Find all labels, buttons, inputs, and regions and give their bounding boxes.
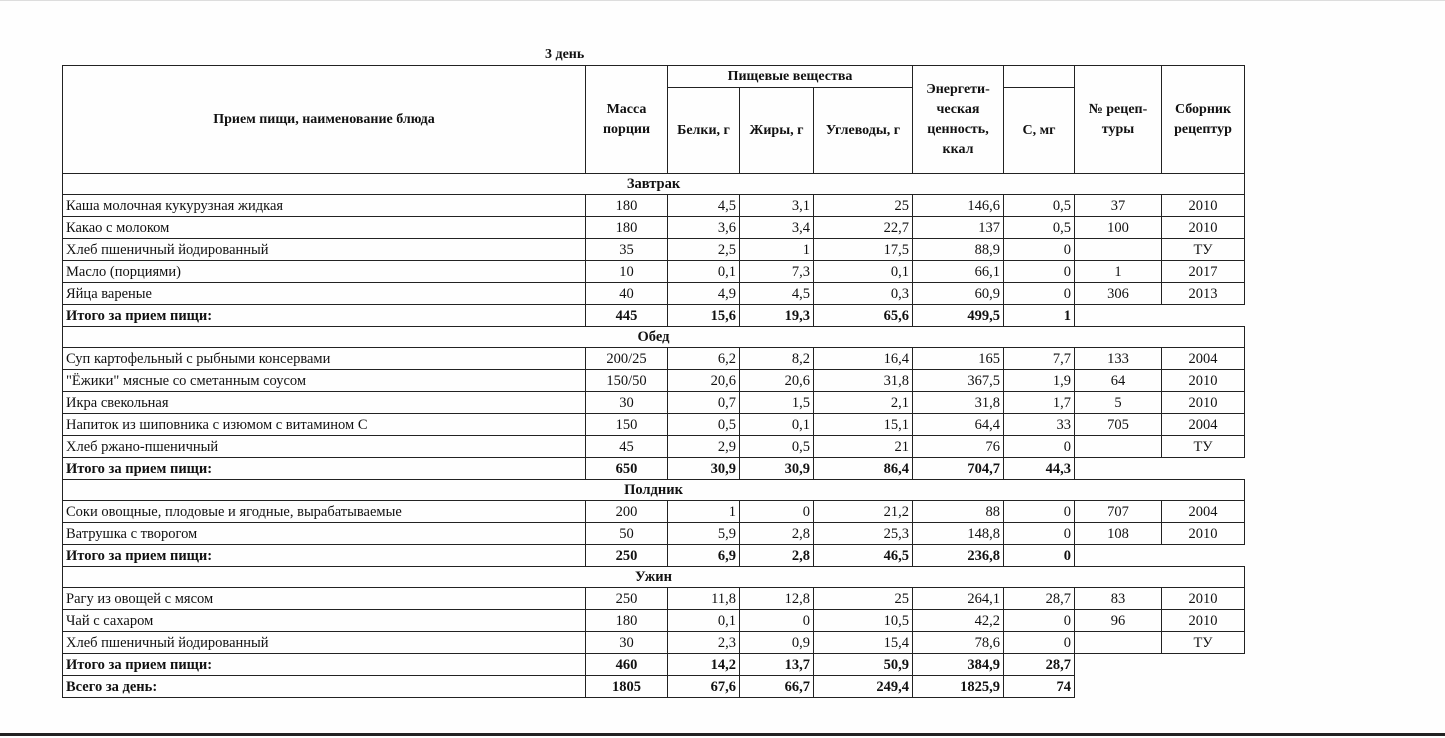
day-total-fat: 66,7 xyxy=(740,676,814,698)
scan-bottom-edge xyxy=(0,733,1445,736)
meal-total-row xyxy=(63,305,1245,327)
total-protein: 14,2 xyxy=(668,654,740,676)
dish-carbs: 25,3 xyxy=(814,523,913,545)
dish-protein: 6,2 xyxy=(668,348,740,370)
dish-name: Хлеб ржано-пшеничный xyxy=(63,436,586,458)
dish-name: Яйца вареные xyxy=(63,283,586,305)
dish-vitc: 7,7 xyxy=(1004,348,1075,370)
dish-collection: 2004 xyxy=(1162,348,1245,370)
meal-total-row xyxy=(63,545,1245,567)
table-row xyxy=(63,392,1245,414)
dish-name: "Ёжики" мясные со сметанным соусом xyxy=(63,370,586,392)
dish-name: Ватрушка с творогом xyxy=(63,523,586,545)
total-protein: 6,9 xyxy=(668,545,740,567)
dish-collection: 2010 xyxy=(1162,370,1245,392)
dish-vitc: 0 xyxy=(1004,610,1075,632)
total-mass: 445 xyxy=(586,305,668,327)
dish-protein: 2,9 xyxy=(668,436,740,458)
menu-table xyxy=(62,65,1245,698)
dish-recipe-no: 1 xyxy=(1075,261,1162,283)
dish-carbs: 25 xyxy=(814,588,913,610)
dish-name: Икра свекольная xyxy=(63,392,586,414)
header-vitc-top xyxy=(1004,66,1075,88)
total-blank xyxy=(1075,458,1245,480)
dish-energy: 31,8 xyxy=(913,392,1004,414)
dish-carbs: 22,7 xyxy=(814,217,913,239)
total-blank xyxy=(1075,654,1245,676)
total-label: Итого за прием пищи: xyxy=(63,654,586,676)
dish-fat: 12,8 xyxy=(740,588,814,610)
dish-recipe-no: 64 xyxy=(1075,370,1162,392)
header-dish-name: Прием пищи, наименование блюда xyxy=(63,66,586,174)
dish-energy: 88,9 xyxy=(913,239,1004,261)
dish-fat: 0 xyxy=(740,610,814,632)
dish-vitc: 0 xyxy=(1004,632,1075,654)
table-row xyxy=(63,632,1245,654)
dish-vitc: 0 xyxy=(1004,436,1075,458)
day-total-mass: 1805 xyxy=(586,676,668,698)
dish-mass: 50 xyxy=(586,523,668,545)
dish-fat: 8,2 xyxy=(740,348,814,370)
total-mass: 460 xyxy=(586,654,668,676)
dish-recipe-no: 96 xyxy=(1075,610,1162,632)
dish-fat: 0 xyxy=(740,501,814,523)
dish-vitc: 0 xyxy=(1004,239,1075,261)
day-total-label: Всего за день: xyxy=(63,676,586,698)
dish-energy: 148,8 xyxy=(913,523,1004,545)
dish-energy: 137 xyxy=(913,217,1004,239)
dish-mass: 180 xyxy=(586,217,668,239)
dish-name: Напиток из шиповника с изюмом с витамином С xyxy=(63,414,586,436)
table-row xyxy=(63,523,1245,545)
dish-name: Масло (порциями) xyxy=(63,261,586,283)
total-energy: 704,7 xyxy=(913,458,1004,480)
header-energy: Энергети-ческая ценность, ккал xyxy=(913,66,1004,174)
dish-name: Каша молочная кукурузная жидкая xyxy=(63,195,586,217)
header-mass: Масса порции xyxy=(586,66,668,174)
dish-collection: 2017 xyxy=(1162,261,1245,283)
dish-carbs: 2,1 xyxy=(814,392,913,414)
dish-collection: 2013 xyxy=(1162,283,1245,305)
dish-recipe-no: 108 xyxy=(1075,523,1162,545)
meal-total-row xyxy=(63,654,1245,676)
dish-vitc: 0 xyxy=(1004,283,1075,305)
dish-recipe-no: 83 xyxy=(1075,588,1162,610)
table-row xyxy=(63,436,1245,458)
total-carbs: 65,6 xyxy=(814,305,913,327)
dish-vitc: 0 xyxy=(1004,523,1075,545)
dish-name: Чай с сахаром xyxy=(63,610,586,632)
dish-vitc: 1,9 xyxy=(1004,370,1075,392)
dish-carbs: 21,2 xyxy=(814,501,913,523)
total-blank xyxy=(1075,545,1245,567)
dish-carbs: 25 xyxy=(814,195,913,217)
dish-carbs: 15,4 xyxy=(814,632,913,654)
dish-mass: 150/50 xyxy=(586,370,668,392)
dish-collection: 2010 xyxy=(1162,523,1245,545)
dish-protein: 11,8 xyxy=(668,588,740,610)
table-row xyxy=(63,348,1245,370)
dish-energy: 64,4 xyxy=(913,414,1004,436)
day-total-blank xyxy=(1075,676,1245,698)
day-total-vitc: 74 xyxy=(1004,676,1075,698)
dish-fat: 0,5 xyxy=(740,436,814,458)
total-fat: 30,9 xyxy=(740,458,814,480)
dish-energy: 42,2 xyxy=(913,610,1004,632)
dish-recipe-no: 37 xyxy=(1075,195,1162,217)
dish-collection: ТУ xyxy=(1162,436,1245,458)
total-fat: 13,7 xyxy=(740,654,814,676)
table-row xyxy=(63,261,1245,283)
table-row xyxy=(63,195,1245,217)
dish-recipe-no xyxy=(1075,632,1162,654)
dish-fat: 4,5 xyxy=(740,283,814,305)
dish-mass: 10 xyxy=(586,261,668,283)
dish-collection: 2010 xyxy=(1162,392,1245,414)
dish-recipe-no: 133 xyxy=(1075,348,1162,370)
day-total-row xyxy=(63,676,1245,698)
day-total-protein: 67,6 xyxy=(668,676,740,698)
dish-recipe-no: 705 xyxy=(1075,414,1162,436)
dish-recipe-no: 100 xyxy=(1075,217,1162,239)
dish-energy: 78,6 xyxy=(913,632,1004,654)
dish-fat: 2,8 xyxy=(740,523,814,545)
dish-fat: 0,1 xyxy=(740,414,814,436)
dish-mass: 45 xyxy=(586,436,668,458)
dish-mass: 150 xyxy=(586,414,668,436)
dish-mass: 250 xyxy=(586,588,668,610)
dish-collection: 2010 xyxy=(1162,195,1245,217)
scan-top-edge xyxy=(0,0,1445,1)
dish-vitc: 33 xyxy=(1004,414,1075,436)
dish-mass: 180 xyxy=(586,610,668,632)
dish-mass: 180 xyxy=(586,195,668,217)
total-label: Итого за прием пищи: xyxy=(63,545,586,567)
total-vitc: 44,3 xyxy=(1004,458,1075,480)
dish-protein: 0,5 xyxy=(668,414,740,436)
dish-protein: 5,9 xyxy=(668,523,740,545)
dish-name: Соки овощные, плодовые и ягодные, вырабатываемые xyxy=(63,501,586,523)
dish-carbs: 16,4 xyxy=(814,348,913,370)
table-row xyxy=(63,414,1245,436)
header-vitc: С, мг xyxy=(1004,88,1075,174)
dish-mass: 200/25 xyxy=(586,348,668,370)
dish-fat: 20,6 xyxy=(740,370,814,392)
total-fat: 2,8 xyxy=(740,545,814,567)
dish-energy: 165 xyxy=(913,348,1004,370)
dish-mass: 200 xyxy=(586,501,668,523)
section-row xyxy=(63,567,1245,588)
dish-protein: 4,9 xyxy=(668,283,740,305)
total-mass: 650 xyxy=(586,458,668,480)
dish-energy: 66,1 xyxy=(913,261,1004,283)
table-row xyxy=(63,217,1245,239)
dish-fat: 3,4 xyxy=(740,217,814,239)
total-blank xyxy=(1075,305,1245,327)
dish-recipe-no xyxy=(1075,436,1162,458)
header-recipe-no: № рецеп-туры xyxy=(1075,66,1162,174)
total-energy: 499,5 xyxy=(913,305,1004,327)
dish-energy: 60,9 xyxy=(913,283,1004,305)
dish-protein: 0,1 xyxy=(668,261,740,283)
dish-fat: 1 xyxy=(740,239,814,261)
total-mass: 250 xyxy=(586,545,668,567)
day-title: 3 день xyxy=(545,47,585,62)
header-collection: Сборник рецептур xyxy=(1162,66,1245,174)
total-carbs: 50,9 xyxy=(814,654,913,676)
dish-fat: 1,5 xyxy=(740,392,814,414)
dish-recipe-no: 5 xyxy=(1075,392,1162,414)
total-energy: 384,9 xyxy=(913,654,1004,676)
table-row xyxy=(63,283,1245,305)
section-title: Ужин xyxy=(63,567,1245,588)
day-total-energy: 1825,9 xyxy=(913,676,1004,698)
dish-carbs: 21 xyxy=(814,436,913,458)
header-fat: Жиры, г xyxy=(740,88,814,174)
dish-fat: 7,3 xyxy=(740,261,814,283)
dish-protein: 3,6 xyxy=(668,217,740,239)
dish-name: Суп картофельный с рыбными консервами xyxy=(63,348,586,370)
dish-protein: 2,3 xyxy=(668,632,740,654)
dish-collection: 2010 xyxy=(1162,217,1245,239)
dish-carbs: 10,5 xyxy=(814,610,913,632)
total-label: Итого за прием пищи: xyxy=(63,305,586,327)
section-row xyxy=(63,174,1245,195)
dish-protein: 4,5 xyxy=(668,195,740,217)
section-title: Завтрак xyxy=(63,174,1245,195)
dish-collection: ТУ xyxy=(1162,239,1245,261)
dish-fat: 0,9 xyxy=(740,632,814,654)
dish-carbs: 15,1 xyxy=(814,414,913,436)
dish-recipe-no: 306 xyxy=(1075,283,1162,305)
dish-protein: 0,7 xyxy=(668,392,740,414)
dish-recipe-no xyxy=(1075,239,1162,261)
dish-vitc: 0,5 xyxy=(1004,195,1075,217)
day-total-carbs: 249,4 xyxy=(814,676,913,698)
dish-vitc: 0 xyxy=(1004,261,1075,283)
total-fat: 19,3 xyxy=(740,305,814,327)
header-protein: Белки, г xyxy=(668,88,740,174)
section-title: Полдник xyxy=(63,480,1245,501)
dish-energy: 88 xyxy=(913,501,1004,523)
dish-name: Хлеб пшеничный йодированный xyxy=(63,632,586,654)
table-body xyxy=(63,174,1245,698)
total-protein: 15,6 xyxy=(668,305,740,327)
table-row xyxy=(63,239,1245,261)
table-row xyxy=(63,610,1245,632)
dish-collection: 2004 xyxy=(1162,414,1245,436)
total-carbs: 86,4 xyxy=(814,458,913,480)
section-row xyxy=(63,480,1245,501)
total-label: Итого за прием пищи: xyxy=(63,458,586,480)
dish-energy: 367,5 xyxy=(913,370,1004,392)
dish-carbs: 17,5 xyxy=(814,239,913,261)
header-carbs: Углеводы, г xyxy=(814,88,913,174)
dish-collection: ТУ xyxy=(1162,632,1245,654)
dish-carbs: 0,1 xyxy=(814,261,913,283)
dish-recipe-no: 707 xyxy=(1075,501,1162,523)
dish-collection: 2004 xyxy=(1162,501,1245,523)
dish-protein: 20,6 xyxy=(668,370,740,392)
dish-name: Рагу из овощей с мясом xyxy=(63,588,586,610)
total-energy: 236,8 xyxy=(913,545,1004,567)
dish-vitc: 1,7 xyxy=(1004,392,1075,414)
table-row xyxy=(63,370,1245,392)
dish-fat: 3,1 xyxy=(740,195,814,217)
dish-energy: 264,1 xyxy=(913,588,1004,610)
total-carbs: 46,5 xyxy=(814,545,913,567)
dish-energy: 76 xyxy=(913,436,1004,458)
table-row xyxy=(63,588,1245,610)
table-row xyxy=(63,501,1245,523)
dish-mass: 30 xyxy=(586,632,668,654)
dish-vitc: 0 xyxy=(1004,501,1075,523)
total-vitc: 0 xyxy=(1004,545,1075,567)
total-vitc: 28,7 xyxy=(1004,654,1075,676)
table-header xyxy=(63,66,1245,174)
meal-total-row xyxy=(63,458,1245,480)
dish-collection: 2010 xyxy=(1162,610,1245,632)
dish-protein: 1 xyxy=(668,501,740,523)
dish-vitc: 0,5 xyxy=(1004,217,1075,239)
dish-mass: 35 xyxy=(586,239,668,261)
dish-mass: 30 xyxy=(586,392,668,414)
header-nutrients: Пищевые вещества xyxy=(668,66,913,88)
dish-name: Хлеб пшеничный йодированный xyxy=(63,239,586,261)
section-row xyxy=(63,327,1245,348)
dish-carbs: 0,3 xyxy=(814,283,913,305)
section-title: Обед xyxy=(63,327,1245,348)
total-protein: 30,9 xyxy=(668,458,740,480)
dish-mass: 40 xyxy=(586,283,668,305)
dish-protein: 0,1 xyxy=(668,610,740,632)
dish-collection: 2010 xyxy=(1162,588,1245,610)
dish-protein: 2,5 xyxy=(668,239,740,261)
dish-name: Какао с молоком xyxy=(63,217,586,239)
dish-vitc: 28,7 xyxy=(1004,588,1075,610)
total-vitc: 1 xyxy=(1004,305,1075,327)
dish-energy: 146,6 xyxy=(913,195,1004,217)
dish-carbs: 31,8 xyxy=(814,370,913,392)
